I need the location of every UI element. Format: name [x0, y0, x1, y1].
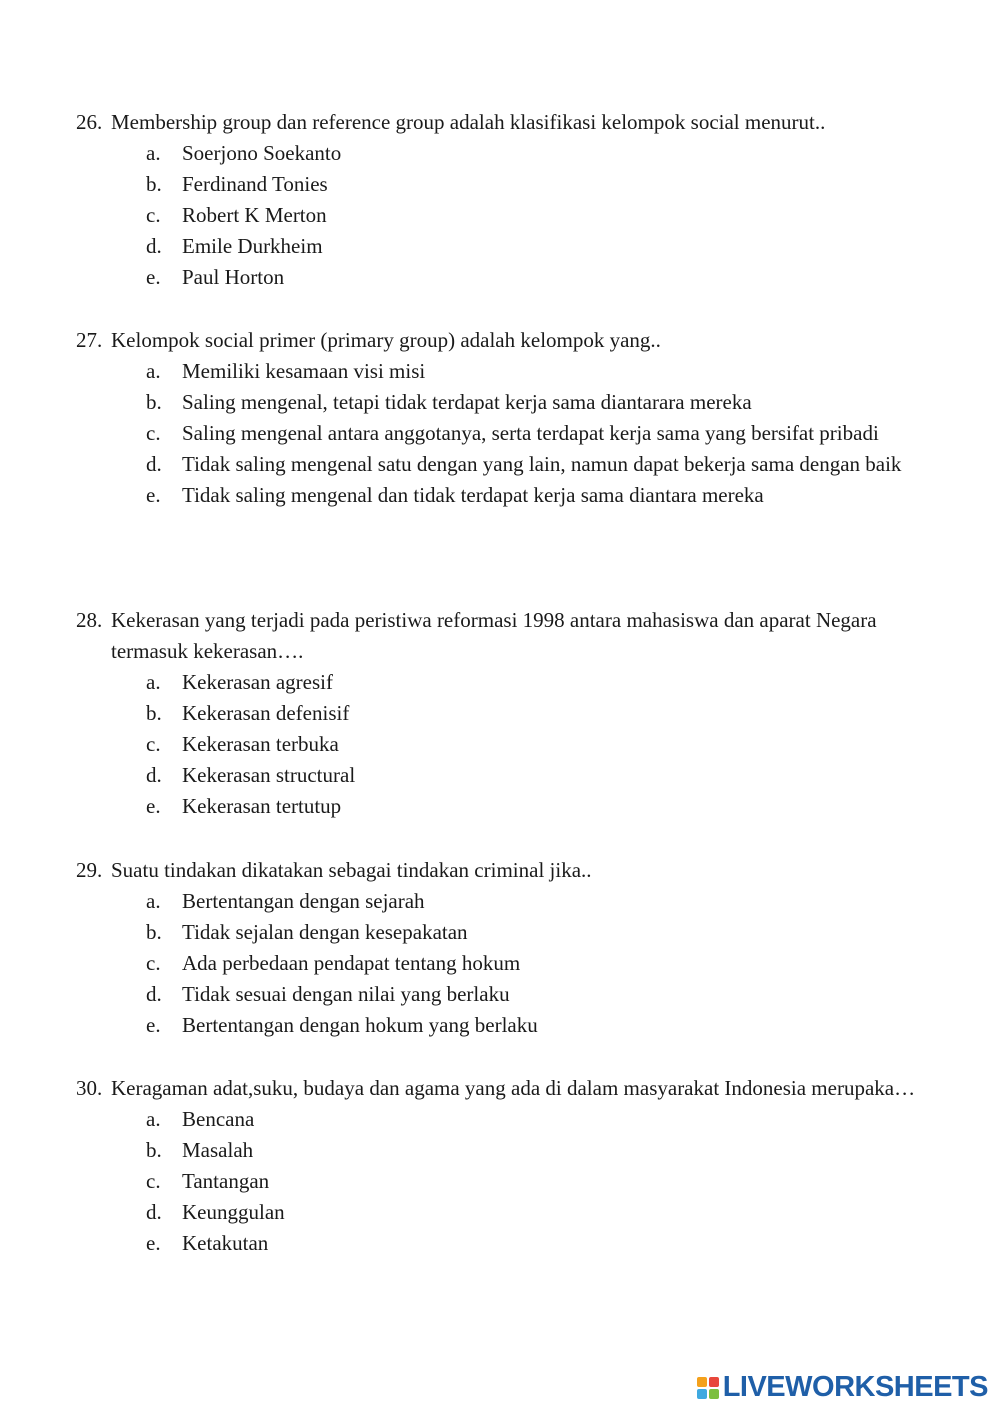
- answer-option[interactable]: [76, 480, 956, 511]
- question-text: Kekerasan yang terjadi pada peristiwa reformasi 1998 antara mahasiswa dan aparat Negara termasuk kekerasan….: [111, 608, 877, 663]
- answer-option[interactable]: [76, 262, 956, 293]
- option-letter: a.: [146, 359, 161, 383]
- question-29: [76, 855, 956, 1041]
- question-30: [76, 1073, 956, 1259]
- option-letter: c.: [146, 1169, 161, 1193]
- option-letter: e.: [146, 1231, 161, 1255]
- answer-options: [76, 356, 956, 511]
- liveworksheets-logo-icon: [697, 1377, 719, 1399]
- answer-option[interactable]: [76, 1166, 956, 1197]
- answer-option[interactable]: [76, 1228, 956, 1259]
- answer-options: [76, 138, 956, 293]
- option-text: Robert K Merton: [182, 203, 327, 227]
- brand-name: LIVEWORKSHEETS: [722, 1371, 988, 1403]
- answer-option[interactable]: [76, 698, 956, 729]
- option-text: Tidak sesuai dengan nilai yang berlaku: [182, 982, 510, 1006]
- answer-options: [76, 886, 956, 1041]
- option-letter: d.: [146, 982, 162, 1006]
- option-text: Bertentangan dengan sejarah: [182, 889, 425, 913]
- option-letter: e.: [146, 265, 161, 289]
- option-text: Emile Durkheim: [182, 234, 323, 258]
- option-letter: e.: [146, 483, 161, 507]
- answer-options: [76, 1104, 956, 1259]
- answer-option[interactable]: [76, 886, 956, 917]
- answer-option[interactable]: [76, 760, 956, 791]
- option-letter: d.: [146, 763, 162, 787]
- option-letter: a.: [146, 1107, 161, 1131]
- answer-option[interactable]: [76, 1135, 956, 1166]
- option-text: Saling mengenal, tetapi tidak terdapat kerja sama diantarara mereka: [182, 390, 752, 414]
- option-letter: c.: [146, 732, 161, 756]
- option-letter: a.: [146, 670, 161, 694]
- option-letter: e.: [146, 794, 161, 818]
- question-number: 27.: [76, 328, 103, 352]
- option-text: Tidak saling mengenal dan tidak terdapat kerja sama diantara mereka: [182, 483, 764, 507]
- option-text: Ketakutan: [182, 1231, 269, 1255]
- question-text: Membership group dan reference group adalah klasifikasi kelompok social menurut..: [111, 110, 826, 134]
- logo-square: [697, 1389, 707, 1399]
- answer-option[interactable]: [76, 791, 956, 822]
- answer-option[interactable]: [76, 1104, 956, 1135]
- option-text: Bencana: [182, 1107, 255, 1131]
- answer-option[interactable]: [76, 200, 956, 231]
- question-text: Suatu tindakan dikatakan sebagai tindakan criminal jika..: [111, 858, 592, 882]
- question-text: Kelompok social primer (primary group) adalah kelompok yang..: [111, 328, 661, 352]
- option-text: Saling mengenal antara anggotanya, serta terdapat kerja sama yang bersifat pribadi: [182, 421, 879, 445]
- question-number: 29.: [76, 858, 103, 882]
- answer-option[interactable]: [76, 979, 956, 1010]
- option-text: Masalah: [182, 1138, 254, 1162]
- question-28: [76, 605, 956, 822]
- question-27: [76, 325, 956, 511]
- option-letter: d.: [146, 1200, 162, 1224]
- option-letter: d.: [146, 452, 162, 476]
- question-text: Keragaman adat,suku, budaya dan agama yang ada di dalam masyarakat Indonesia merupaka…: [111, 1076, 916, 1100]
- answer-option[interactable]: [76, 387, 956, 418]
- answer-option[interactable]: [76, 138, 956, 169]
- option-letter: c.: [146, 421, 161, 445]
- answer-option[interactable]: [76, 169, 956, 200]
- question-number: 26.: [76, 110, 103, 134]
- option-text: Tidak sejalan dengan kesepakatan: [182, 920, 468, 944]
- option-text: Kekerasan defenisif: [182, 701, 350, 725]
- answer-option[interactable]: [76, 449, 956, 480]
- option-letter: a.: [146, 141, 161, 165]
- option-letter: c.: [146, 203, 161, 227]
- option-text: Kekerasan terbuka: [182, 732, 339, 756]
- liveworksheets-brand[interactable]: [697, 1371, 988, 1404]
- logo-square: [709, 1377, 719, 1387]
- option-text: Keunggulan: [182, 1200, 285, 1224]
- option-letter: e.: [146, 1013, 161, 1037]
- option-text: Tantangan: [182, 1169, 270, 1193]
- option-text: Paul Horton: [182, 265, 285, 289]
- logo-square: [697, 1377, 707, 1387]
- answer-option[interactable]: [76, 1010, 956, 1041]
- answer-option[interactable]: [76, 729, 956, 760]
- logo-square: [709, 1389, 719, 1399]
- answer-options: [76, 667, 956, 822]
- option-text: Ada perbedaan pendapat tentang hokum: [182, 951, 521, 975]
- question-26: [76, 107, 956, 293]
- answer-option[interactable]: [76, 948, 956, 979]
- option-letter: b.: [146, 701, 162, 725]
- option-letter: b.: [146, 920, 162, 944]
- option-letter: b.: [146, 1138, 162, 1162]
- answer-option[interactable]: [76, 917, 956, 948]
- option-text: Kekerasan tertutup: [182, 794, 342, 818]
- answer-option[interactable]: [76, 667, 956, 698]
- question-number: 28.: [76, 608, 103, 632]
- option-text: Memiliki kesamaan visi misi: [182, 359, 426, 383]
- option-letter: a.: [146, 889, 161, 913]
- option-letter: d.: [146, 234, 162, 258]
- answer-option[interactable]: [76, 231, 956, 262]
- option-letter: b.: [146, 172, 162, 196]
- option-text: Tidak saling mengenal satu dengan yang lain, namun dapat bekerja sama dengan baik: [182, 452, 902, 476]
- answer-option[interactable]: [76, 418, 956, 449]
- option-text: Ferdinand Tonies: [182, 172, 328, 196]
- option-text: Bertentangan dengan hokum yang berlaku: [182, 1013, 538, 1037]
- question-number: 30.: [76, 1076, 103, 1100]
- option-letter: b.: [146, 390, 162, 414]
- option-text: Soerjono Soekanto: [182, 141, 342, 165]
- option-text: Kekerasan agresif: [182, 670, 333, 694]
- answer-option[interactable]: [76, 1197, 956, 1228]
- option-text: Kekerasan structural: [182, 763, 356, 787]
- answer-option[interactable]: [76, 356, 956, 387]
- option-letter: c.: [146, 951, 161, 975]
